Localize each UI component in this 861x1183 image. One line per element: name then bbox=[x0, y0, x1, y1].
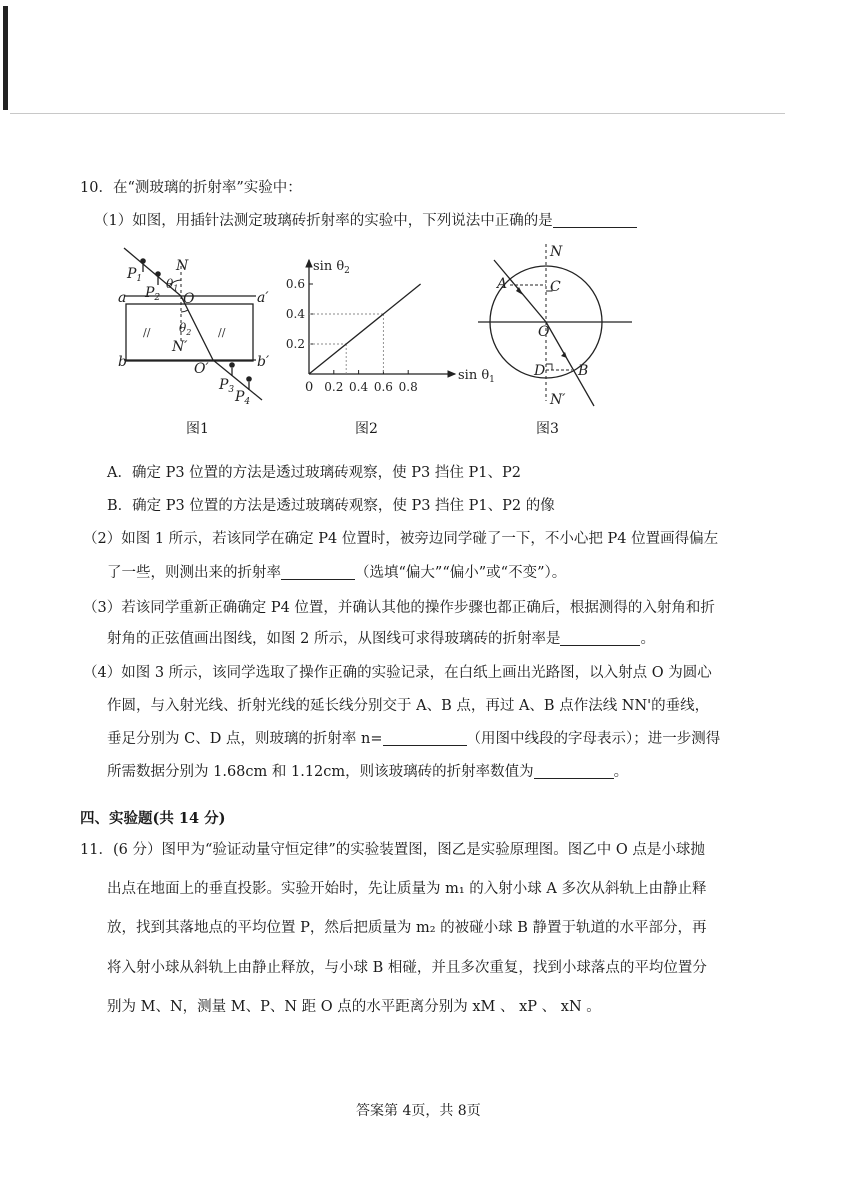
label-n: N bbox=[176, 258, 189, 274]
pin-p1-head bbox=[140, 258, 146, 264]
q10-option-b: B．确定 P3 位置的方法是透过玻璃砖观察，使 P3 挡住 P1、P2 的像 bbox=[107, 498, 555, 514]
x-tick-label: 0.2 bbox=[324, 380, 344, 394]
label-n: N bbox=[550, 244, 563, 260]
label-a: A bbox=[497, 276, 508, 292]
x-tick-label: 0.6 bbox=[373, 380, 393, 394]
q10-part4-line2: 作圆，与入射光线、折射光线的延长线分别交于 A、B 点，再过 A、B 点作法线 NN'的垂线， bbox=[107, 698, 710, 714]
label-p2: $P_2$ bbox=[145, 285, 161, 303]
label-c: C bbox=[550, 279, 561, 295]
q10-part4-formula-blank[interactable] bbox=[383, 730, 467, 746]
q10-part2-answer-blank[interactable] bbox=[281, 564, 355, 580]
q10-part1 bbox=[94, 209, 637, 230]
q10-option-a: A．确定 P3 位置的方法是透过玻璃砖观察，使 P3 挡住 P1、P2 bbox=[107, 465, 521, 481]
q10-part4-data-text: 所需数据分别为 1.68cm 和 1.12cm，则该玻璃砖的折射率数值为 bbox=[107, 764, 534, 780]
page-footer: 答案第 4页，共 8页 bbox=[356, 1103, 481, 1119]
q10-part2-text: 了一些，则测出来的折射率 bbox=[107, 565, 281, 581]
q10-part3-line1: （3）若该同学重新正确确定 P4 位置，并确认其他的操作步骤也都正确后，根据测得的入射角和折 bbox=[83, 600, 715, 616]
figure-3 bbox=[470, 236, 640, 411]
label-b-prime: b′ bbox=[257, 354, 270, 370]
origin-label: 0 bbox=[305, 380, 314, 395]
hatch-right: // bbox=[218, 326, 226, 339]
q10-part2-hint: （选填“偏大”“偏小”或“不变”）。 bbox=[355, 565, 567, 581]
q10-title: 10．在“测玻璃的折射率”实验中： bbox=[80, 180, 302, 196]
q11-line4: 将入射小球从斜轨上由静止释放，与小球 B 相碰，并且多次重复，找到小球落点的平均位置分 bbox=[107, 960, 707, 976]
label-p3: $P_3$ bbox=[219, 377, 235, 395]
scan-edge-mark bbox=[3, 6, 8, 110]
q11-line1: 11．(6 分）图甲为“验证动量守恒定律”的实验装置图，图乙是实验原理图。图乙中 O 点是小球抛 bbox=[80, 842, 705, 858]
label-theta2: $\theta_2$ bbox=[179, 321, 192, 337]
pin-p4-head bbox=[246, 376, 252, 382]
label-theta1: $\theta_1$ bbox=[166, 277, 179, 293]
label-p4: $P_4$ bbox=[235, 389, 251, 407]
q10-part3-answer-blank[interactable] bbox=[560, 630, 640, 646]
y-tick-label: 0.4 bbox=[285, 307, 305, 321]
figure-1-caption: 图1 bbox=[186, 421, 209, 437]
scan-header-rule bbox=[10, 113, 785, 114]
label-b: B bbox=[578, 363, 589, 379]
q10-part4-line1: （4）如图 3 所示，该同学选取了操作正确的实验记录，在白纸上画出光路图，以入射点 O 为圆心 bbox=[83, 665, 712, 681]
y-axis-arrow bbox=[306, 260, 312, 267]
q10-part2-line1: （2）如图 1 所示，若该同学在确定 P4 位置时，被旁边同学碰了一下，不小心把 P4 位置画得偏左 bbox=[83, 531, 719, 547]
q10-part4-hint: （用图中线段的字母表示）；进一步测得 bbox=[466, 731, 721, 747]
label-n-prime: N′ bbox=[172, 339, 188, 355]
q10-part3-end: 。 bbox=[640, 631, 655, 647]
q11-line5: 别为 M、N，测量 M、P、N 距 O 点的水平距离分别为 xM 、 xP 、 xN 。 bbox=[107, 999, 601, 1015]
label-n-prime: N′ bbox=[550, 392, 566, 408]
pin-p3-head bbox=[229, 362, 235, 368]
q10-part1-answer-blank[interactable] bbox=[553, 212, 637, 228]
q11-line3: 放，找到其落地点的平均位置 P，然后把质量为 m₂ 的被碰小球 B 静置于轨道的水平部分，再 bbox=[107, 920, 707, 936]
label-b: b bbox=[118, 354, 127, 370]
figure-1 bbox=[110, 240, 290, 415]
x-axis-label: $\sin \theta_1$ bbox=[458, 368, 495, 385]
label-a: a bbox=[118, 290, 127, 306]
q10-part3-text: 射角的正弦值画出图线，如图 2 所示，从图线可求得玻璃砖的折射率是 bbox=[107, 631, 561, 647]
q10-part1-text: （1）如图，用插针法测定玻璃砖折射率的实验中，下列说法中正确的是 bbox=[94, 213, 553, 229]
y-tick-label: 0.6 bbox=[285, 277, 305, 291]
label-d: D bbox=[534, 363, 546, 379]
label-a-prime: a′ bbox=[257, 290, 269, 306]
right-angle-d bbox=[546, 364, 552, 370]
y-axis-label: $\sin \theta_2$ bbox=[313, 259, 350, 276]
y-tick-label: 0.2 bbox=[285, 337, 305, 351]
x-axis-arrow bbox=[448, 371, 455, 377]
data-line bbox=[309, 284, 421, 374]
x-tick-label: 0.8 bbox=[398, 380, 418, 394]
label-p1: $P_1$ bbox=[127, 266, 143, 284]
q10-part3-line2 bbox=[107, 627, 655, 648]
label-o: O bbox=[538, 324, 550, 340]
q10-part2-line2 bbox=[107, 561, 566, 582]
q10-part4-end: 。 bbox=[613, 764, 629, 780]
q10-part4-line4 bbox=[107, 760, 628, 781]
q11-line2: 出点在地面上的垂直投影。实验开始时，先让质量为 m₁ 的入射小球 A 多次从斜轨上由静止释 bbox=[107, 881, 707, 897]
q10-part4-line3 bbox=[107, 727, 720, 748]
label-o-prime: O′ bbox=[194, 361, 209, 377]
section-4-title: 四、实验题(共 14 分) bbox=[80, 810, 226, 827]
figure-2-caption: 图2 bbox=[355, 421, 378, 437]
label-o: O bbox=[183, 291, 195, 307]
figure-2-plot bbox=[286, 277, 421, 394]
hatch-left: // bbox=[143, 326, 151, 339]
x-tick-label: 0.4 bbox=[349, 380, 369, 394]
figure-3-caption: 图3 bbox=[536, 421, 559, 437]
pin-p2-head bbox=[155, 271, 161, 277]
q10-part4-text: 垂足分别为 C、D 点，则玻璃的折射率 n= bbox=[107, 731, 383, 747]
theta2-arc bbox=[181, 310, 188, 312]
q10-part4-value-blank[interactable] bbox=[534, 763, 614, 779]
